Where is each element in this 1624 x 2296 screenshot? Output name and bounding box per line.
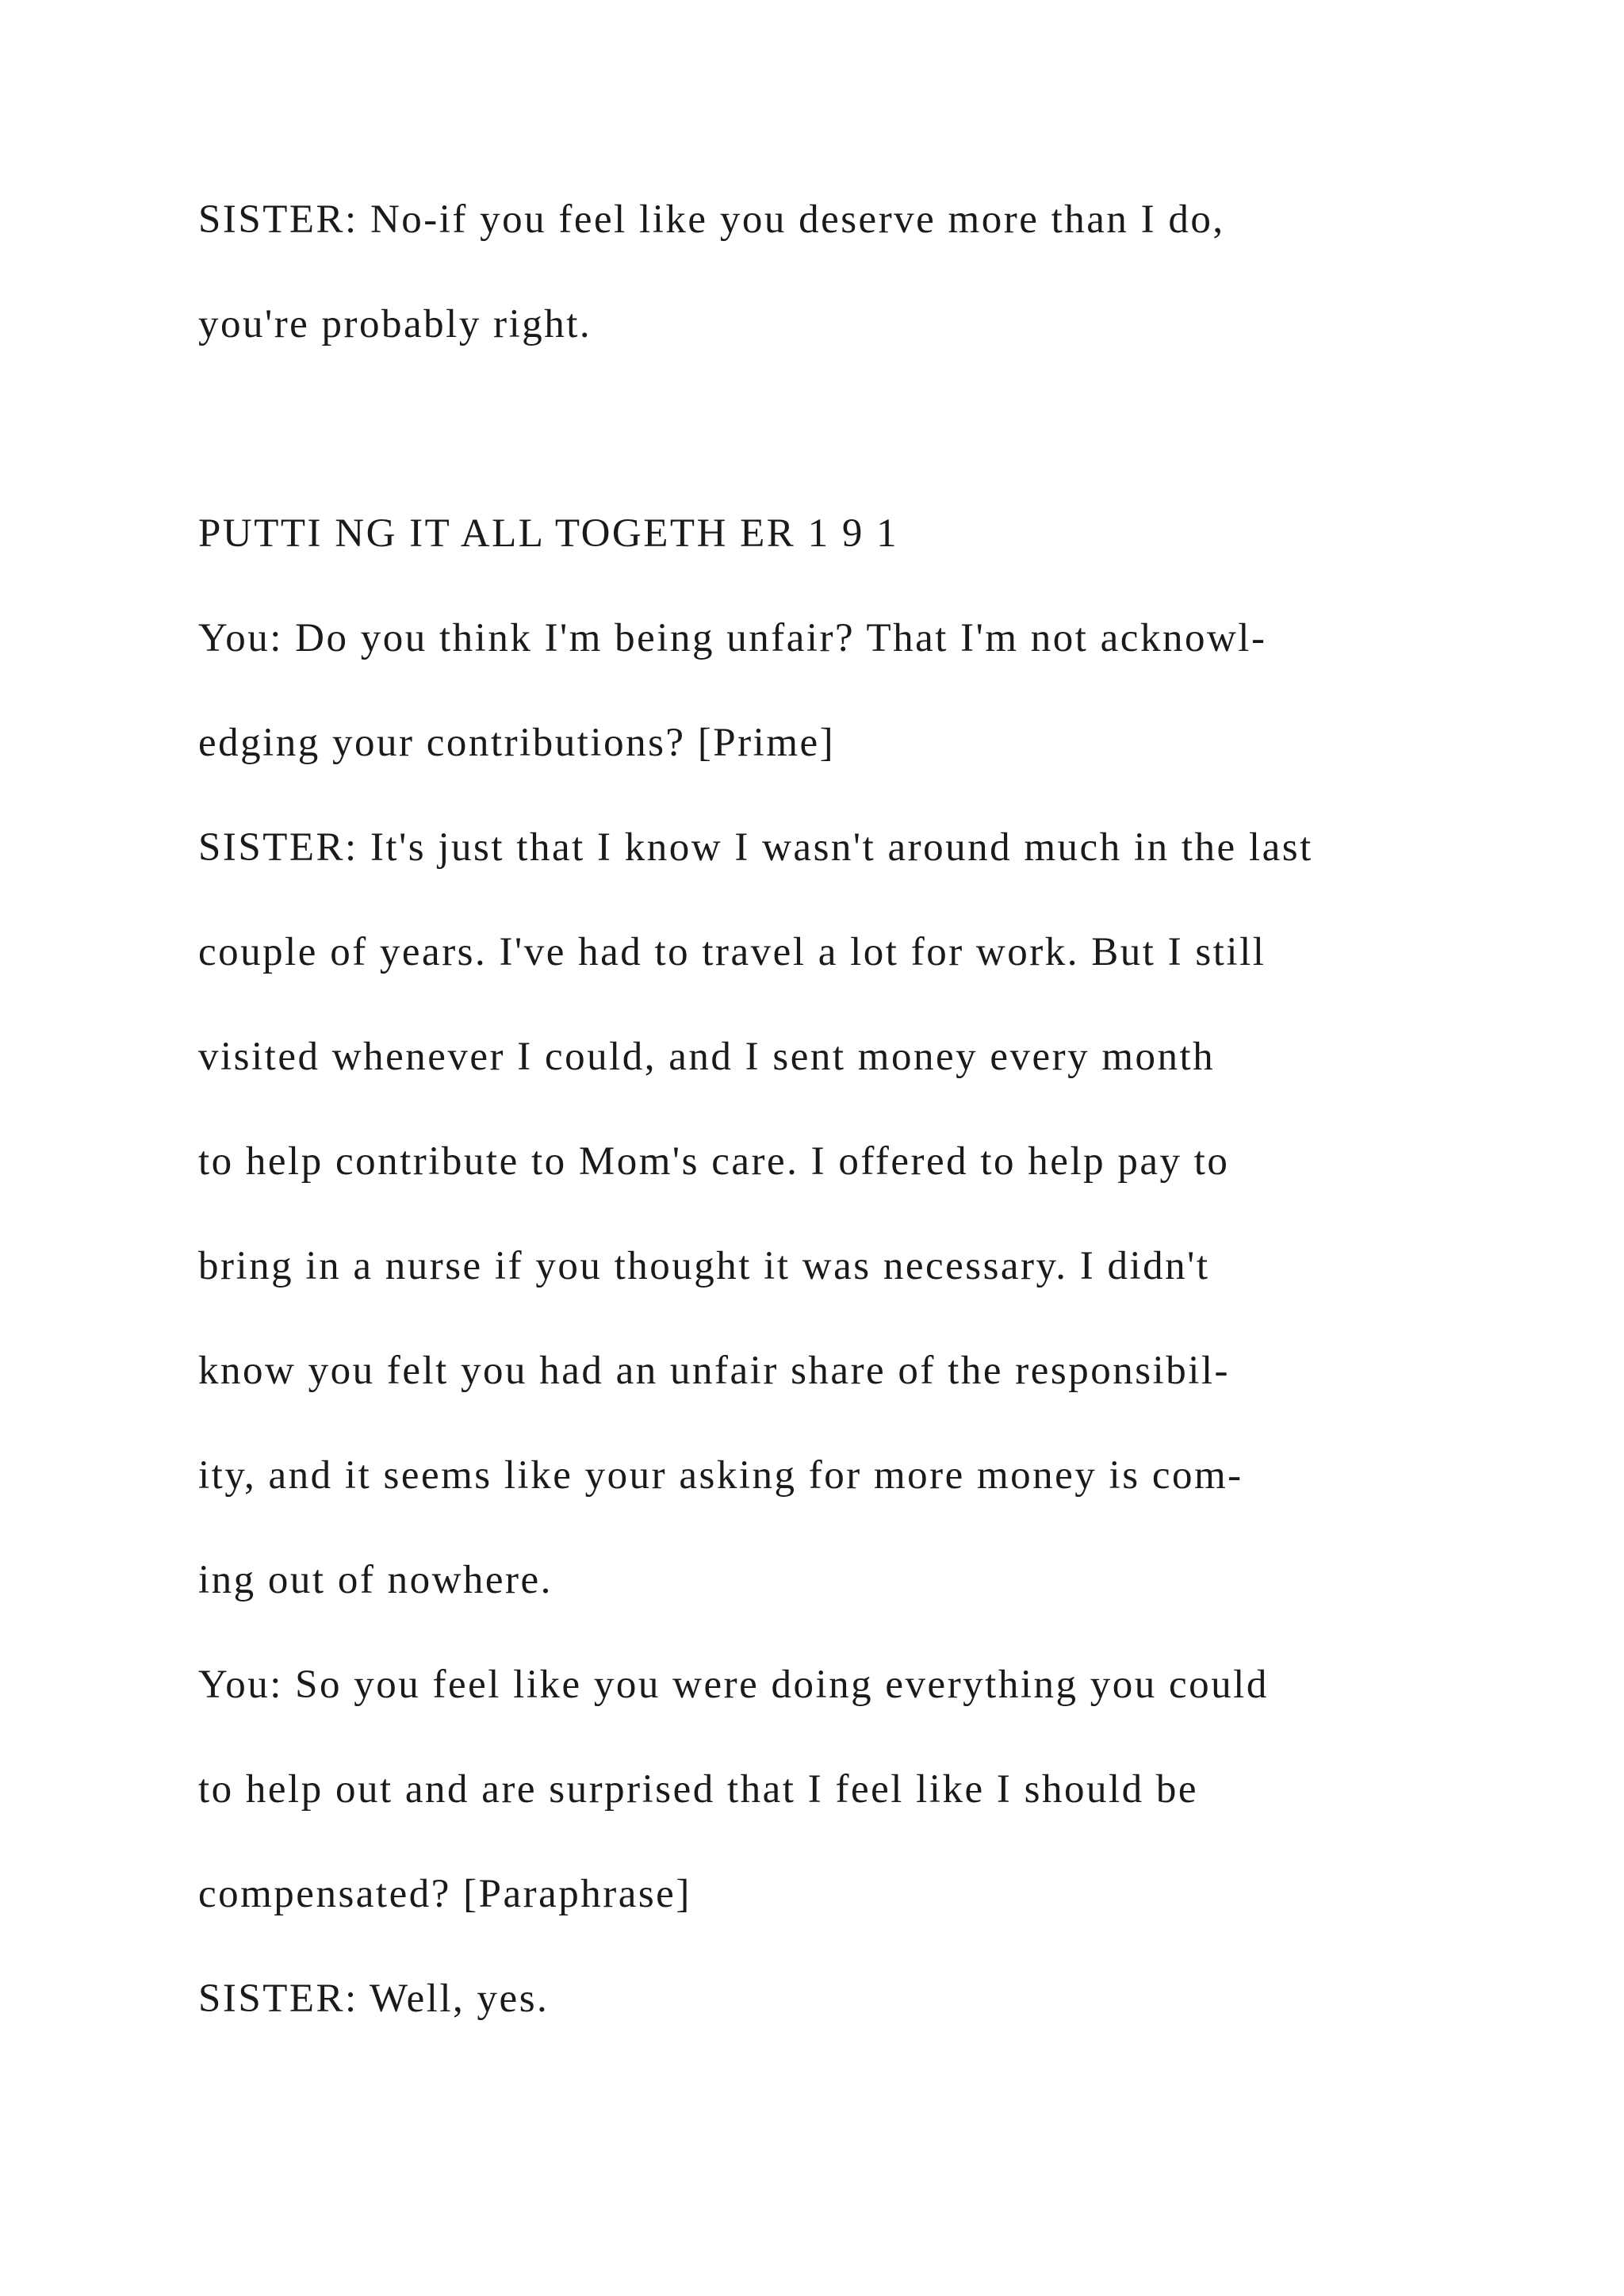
text-line: know you felt you had an unfair share of the responsibil- (198, 1349, 1231, 1393)
text-line: SISTER: No-if you feel like you deserve more than I do, (198, 197, 1225, 242)
text-line: ing out of nowhere. (198, 1558, 553, 1602)
text-line: bring in a nurse if you thought it was necessary. I didn't (198, 1244, 1210, 1288)
text-line: to help contribute to Mom's care. I offered to help pay to (198, 1139, 1230, 1184)
text-line: visited whenever I could, and I sent money every month (198, 1035, 1216, 1079)
text-line: You: So you feel like you were doing everything you could (198, 1663, 1269, 1707)
text-line: edging your contributions? [Prime] (198, 721, 836, 765)
text-line: You: Do you think I'm being unfair? That I'm not acknowl- (198, 616, 1267, 660)
text-line: you're probably right. (198, 302, 592, 346)
text-line: SISTER: It's just that I know I wasn't around much in the last (198, 825, 1313, 870)
text-line: ity, and it seems like your asking for more money is com- (198, 1453, 1243, 1498)
text-line: couple of years. I've had to travel a lot for work. But I still (198, 930, 1266, 974)
text-line: SISTER: Well, yes. (198, 1976, 550, 2021)
text-line: to help out and are surprised that I feel like I should be (198, 1767, 1198, 1812)
running-header: PUTTI NG IT ALL TOGETH ER 1 9 1 (198, 511, 899, 556)
text-line: compensated? [Paraphrase] (198, 1872, 691, 1916)
